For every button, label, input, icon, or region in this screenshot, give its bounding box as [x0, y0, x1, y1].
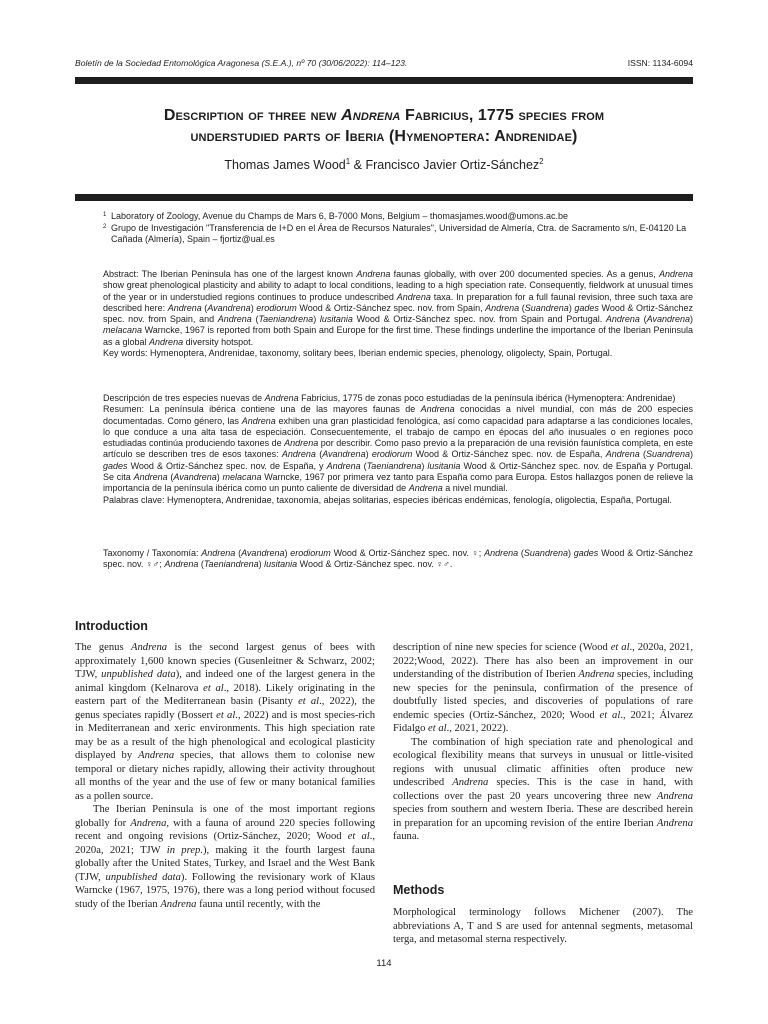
resumen-title: Descripción de tres especies nuevas de Andrena Fabricius, 1775 de zonas poco estudiadas de la península ibérica (Hymenoptera: Andrenidae): [103, 393, 676, 403]
journal-citation: Boletín de la Sociedad Entomológica Aragonesa (S.E.A.), nº 70 (30/06/2022): 114–123.: [75, 58, 408, 68]
intro-paragraph-1: The genus Andrena is the second largest genus of bees with approximately 1,600 known species (Gusenleitner & Schwarz, 2002; TJW, unpublished data), and indeed one of the largest genera in the animal kingdom (Kelnarova et al., 2018). Likely originating in the eastern part of the Mediterranean basin (Pisanty et al., 2022), the genus speciates rapidly (Bossert et al., 2022) and is most species-rich in Mediterranean and xeric environments. This high speciation rate may be as a result of the high phenological and ecological plasticity displayed by Andrena species, that allows them to colonise new temporal or dietary niches rapidly, allowing their activity throughout all months of the year and the use of few or many botanical families as a pollen source.: [75, 642, 376, 802]
methods-text: Morphological terminology follows Michener (2007). The abbreviations A, T and S are used for antennal segments, metasomal terga, and metasomal sterna respectively.: [393, 907, 693, 945]
methods-heading: Methods: [393, 883, 445, 897]
abstract: Abstract: The Iberian Peninsula has one of the largest known Andrena faunas globally, with over 200 documented species. As a genus, Andrena show great phenological plasticity and ability to adapt to local conditions, leading to a high speciation rate. Consequently, fieldwork at unusual times of the year or in understudied regions continues to produce undescribed Andrena taxa. In preparation for a full faunal revision, three such taxa are described here: Andrena (Avandrena) erodiorum Wood & Ortiz-Sánchez spec. nov. from Spain, Andrena (Suandrena) gades Wood & Ortiz-Sánchez spec. nov. from Spain, and Andrena (Taeniandrena) lusitania Wood & Ortiz-Sánchez spec. nov. from Spain and Portugal. Andrena (Avandrena) melacana Warncke, 1967 is reported from both Spain and Europe for the first time. These findings underline the importance of the Iberian Peninsula as a global Andrena diversity hotspot. Key words: Hymenoptera, Andrenidae, taxonomy, solitary bees, Iberian endemic species, phenology, oligolecty, Spain, Portugal.: [103, 269, 694, 359]
intro-paragraph-3: The combination of high speciation rate and phenological and ecological flexibility means that surveys in unusual or little-visited regions with unusual climatic affinities often produce new undescribed Andrena species. This is the case in hand, with collections over the past 20 years uncovering three new Andrena species from southern and western Iberia. These are described herein in preparation for an upcoming revision of the entire Iberian Andrena fauna.: [393, 736, 693, 842]
issn: ISSN: 1134-6094: [627, 58, 693, 68]
palabras-clave: Palabras clave: Hymenoptera, Andrenidae, taxonomía, abejas solitarias, especies ibéricas endémicas, fenología, oligolectia, España, Portugal.: [103, 494, 672, 505]
introduction-heading: Introduction: [75, 619, 148, 633]
title-genus: Andrena: [341, 107, 401, 124]
page-number: 114: [376, 958, 392, 969]
journal-header: [75, 58, 693, 68]
resumen: Descripción de tres especies nuevas de Andrena Fabricius, 1775 de zonas poco estudiadas de la península ibérica (Hymenoptera: Andrenidae) Resumen: La península ibérica contiene una de las mayores faunas de Andrena conocidas a nivel mundial, con más de 200 especies documentadas. Como género, las Andrena exhiben una gran plasticidad fenológica, así como capacidad para adaptarse a las condiciones locales, lo que conduce a una alta tasa de especiación. Consecuentemente, el trabajo de campo en épocas del año inusuales o en regiones poco estudiadas continúa produciendo taxones de Andrena por describir. Como paso previo a la preparación de una revisión faunística completa, en este artículo se describen tres de esos taxones: Andrena (Avandrena) erodiorum Wood & Ortiz-Sánchez spec. nov. de España, Andrena (Suandrena) gades Wood & Ortiz-Sánchez spec. nov. de España, y Andrena (Taeniandrena) lusitania Wood & Ortiz-Sánchez spec. nov. de España y Portugal. Se cita Andrena (Avandrena) melacana Warncke, 1967 por primera vez tanto para España como para Europa. Estos hallazgos ponen de relieve la importancia de la península ibérica como un punto caliente de diversidad de Andrena a nivel mundial. Palabras clave: Hymenoptera, Andrenidae, taxonomía, abejas solitarias, especies ibéricas endémicas, fenología, oligolectia, España, Portugal.: [103, 393, 694, 505]
introduction-right-column: [393, 641, 693, 844]
author-1: Thomas James Wood: [224, 158, 346, 173]
affiliations: [103, 211, 693, 246]
title-rule: [75, 194, 693, 201]
top-rule: [75, 77, 693, 84]
intro-paragraph-2-cont: description of nine new species for science (Wood et al., 2020a, 2021, 2022;Wood, 2022). There has also been an improvement in our understanding of the distribution of Iberien Andrena species, including new species for the peninsula, confirmation of the presence of doubtfully listed species, and discoveries of populations of rare endemic species (Ortiz-Sánchez, 2020; Wood et al., 2021; Álvarez Fidalgo et al., 2021, 2022).: [393, 642, 694, 734]
keywords: Key words: Hymenoptera, Andrenidae, taxonomy, solitary bees, Iberian endemic species, phenology, oligolecty, Spain, Portugal.: [103, 348, 613, 359]
taxonomy: Taxonomy / Taxonomía: Andrena (Avandrena) erodiorum Wood & Ortiz-Sánchez spec. nov. ♀; Andrena (Suandrena) gades Wood & Ortiz-Sánchez spec. nov. ♀♂; Andrena (Taeniandrena) lusitania Wood & Ortiz-Sánchez spec. nov. ♀♂.: [103, 548, 694, 570]
affiliation-1: 1 Laboratory of Zoology, Avenue du Champs de Mars 6, B-7000 Mons, Belgium – thomasjames.wood@umons.ac.be: [103, 211, 569, 221]
authors: Thomas James Wood$^1$ & Francisco Javier Ortiz-Sánchez$^2$: [224, 157, 544, 173]
author-2: Francisco Javier Ortiz-Sánchez: [365, 158, 540, 173]
article-title: Description of three new Andrena Fabricius, 1775 species from understudied parts of Iberia (Hymenoptera: Andrenidae): [163, 107, 605, 145]
introduction-left-column: [75, 641, 375, 911]
affiliation-2: 2 Grupo de Investigación "Transferencia de I+D en el Área de Recursos Naturales", Universidad de Almería, Ctra. de Sacramento s/n, E-04120 La Cañada (Almería), Spain – fjortiz@ual.es: [103, 222, 687, 244]
intro-paragraph-2: The Iberian Peninsula is one of the most important regions globally for Andrena, with a fauna of around 220 species following recent and ongoing revisions (Ortiz-Sánchez, 2020; Wood et al., 2020a, 2021; TJW in prep.), making it the fourth largest fauna globally after the United States, Turkey, and Israel and the West Bank (TJW, unpublished data). Following the revisionary work of Klaus Warncke (1967, 1975, 1976), there was a long period without focused study of the Iberian Andrena fauna until recently, with the: [75, 804, 375, 910]
